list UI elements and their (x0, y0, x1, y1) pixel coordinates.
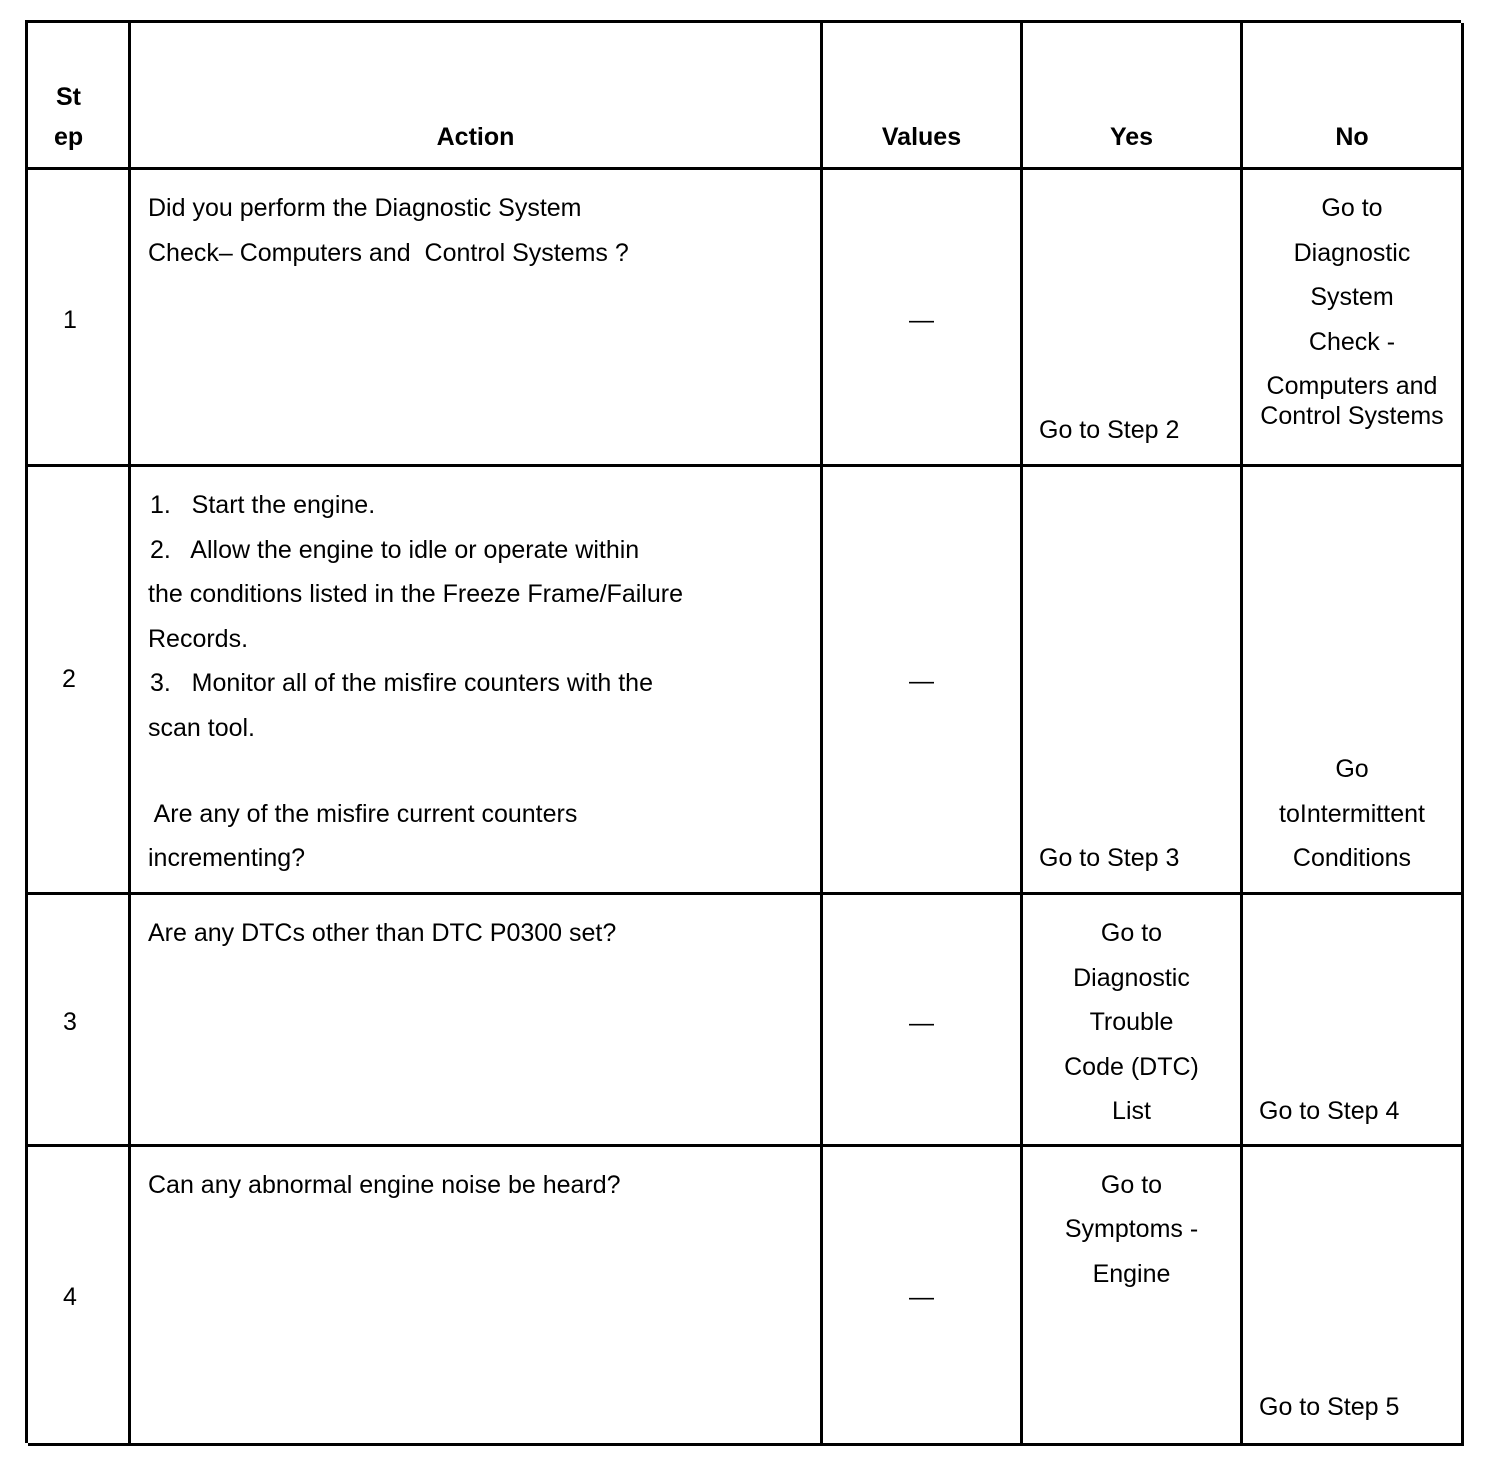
row-3-action-cell (131, 895, 823, 1147)
row-1-values-cell (823, 170, 1023, 467)
diagnostic-table (25, 20, 1461, 1443)
row-1-action-line-2: Check– Computers and Control Systems ? (148, 239, 629, 267)
row-2-action-line-8: Are any of the misfire current counters (148, 800, 578, 828)
row-1-value: — (909, 306, 934, 334)
row-1-no-line-5: Computers and (1266, 372, 1438, 400)
row-4-yes-line-1: Go to (1100, 1171, 1163, 1199)
row-2-step: 2 (62, 665, 76, 693)
row-4-yes-line-2: Symptoms - (1064, 1215, 1199, 1243)
header-action-label: Action (436, 123, 515, 151)
row-4-step-cell (28, 1147, 131, 1446)
row-4-yes-cell (1023, 1147, 1243, 1446)
row-1-yes-line-1: Go to Step 2 (1039, 416, 1180, 444)
row-4-no-line-1: Go to Step 5 (1259, 1393, 1400, 1421)
row-2-yes-cell (1023, 467, 1243, 895)
row-2-value: — (909, 667, 934, 695)
header-values-cell (823, 23, 1023, 170)
row-3-yes-line-3: Trouble (1089, 1008, 1174, 1036)
row-2-no-line-3: Conditions (1292, 844, 1412, 872)
row-3-no-line-1: Go to Step 4 (1259, 1097, 1400, 1125)
row-1-no-line-2: Diagnostic (1293, 239, 1411, 267)
row-3-step-cell (28, 895, 131, 1147)
header-step-cell (28, 23, 131, 170)
row-1-action-line-1: Did you perform the Diagnostic System (148, 194, 582, 222)
header-yes-label: Yes (1109, 123, 1154, 151)
row-3-yes-line-1: Go to (1100, 919, 1163, 947)
header-action-cell (131, 23, 823, 170)
row-4-action-line-1: Can any abnormal engine noise be heard? (148, 1171, 621, 1199)
row-2-values-cell (823, 467, 1023, 895)
row-1-no-cell (1243, 170, 1464, 467)
row-1-no-line-3: System (1310, 283, 1394, 311)
row-3-no-cell (1243, 895, 1464, 1147)
header-no-cell (1243, 23, 1464, 170)
row-2-action-cell (131, 467, 823, 895)
header-values-label: Values (881, 123, 962, 151)
row-1-no-line-1: Go to (1321, 194, 1383, 222)
row-1-action-cell (131, 170, 823, 467)
row-2-action-line-4: Records. (148, 625, 249, 653)
row-4-value: — (909, 1283, 934, 1311)
row-1-step: 1 (63, 306, 77, 334)
header-yes-cell (1023, 23, 1243, 170)
row-4-no-cell (1243, 1147, 1464, 1446)
row-2-action-line-5: 3. Monitor all of the misfire counters with the (150, 669, 653, 697)
row-2-yes-line-1: Go to Step 3 (1039, 844, 1180, 872)
row-1-no-line-4: Check - (1308, 328, 1396, 356)
row-2-no-line-2: toIntermittent (1279, 800, 1425, 828)
row-2-action-line-1: 1. Start the engine. (150, 491, 376, 519)
row-1-no-line-6: Control Systems (1260, 402, 1444, 430)
row-4-step: 4 (63, 1283, 77, 1311)
row-3-value: — (909, 1009, 934, 1037)
row-2-action-line-3: the conditions listed in the Freeze Frame/Failure (148, 580, 683, 608)
row-3-action-line-1: Are any DTCs other than DTC P0300 set? (148, 919, 617, 947)
row-2-action-line-2: 2. Allow the engine to idle or operate within (150, 536, 640, 564)
row-3-step: 3 (63, 1008, 77, 1036)
row-3-yes-line-4: Code (DTC) (1064, 1053, 1199, 1081)
row-1-yes-cell (1023, 170, 1243, 467)
row-3-yes-line-5: List (1112, 1097, 1151, 1125)
header-step-line-1: St (56, 83, 81, 111)
header-step-line-2: ep (54, 123, 84, 151)
row-4-action-cell (131, 1147, 823, 1446)
row-1-step-cell (28, 170, 131, 467)
row-2-action-line-9: incrementing? (148, 844, 306, 872)
row-3-yes-line-2: Diagnostic (1073, 964, 1190, 992)
row-2-action-line-6: scan tool. (148, 714, 256, 742)
row-2-no-line-1: Go (1335, 755, 1369, 783)
row-2-no-cell (1243, 467, 1464, 895)
row-3-values-cell (823, 895, 1023, 1147)
row-4-values-cell (823, 1147, 1023, 1446)
header-no-label: No (1335, 123, 1369, 151)
row-2-step-cell (28, 467, 131, 895)
row-4-yes-line-3: Engine (1092, 1260, 1171, 1288)
row-3-yes-cell (1023, 895, 1243, 1147)
